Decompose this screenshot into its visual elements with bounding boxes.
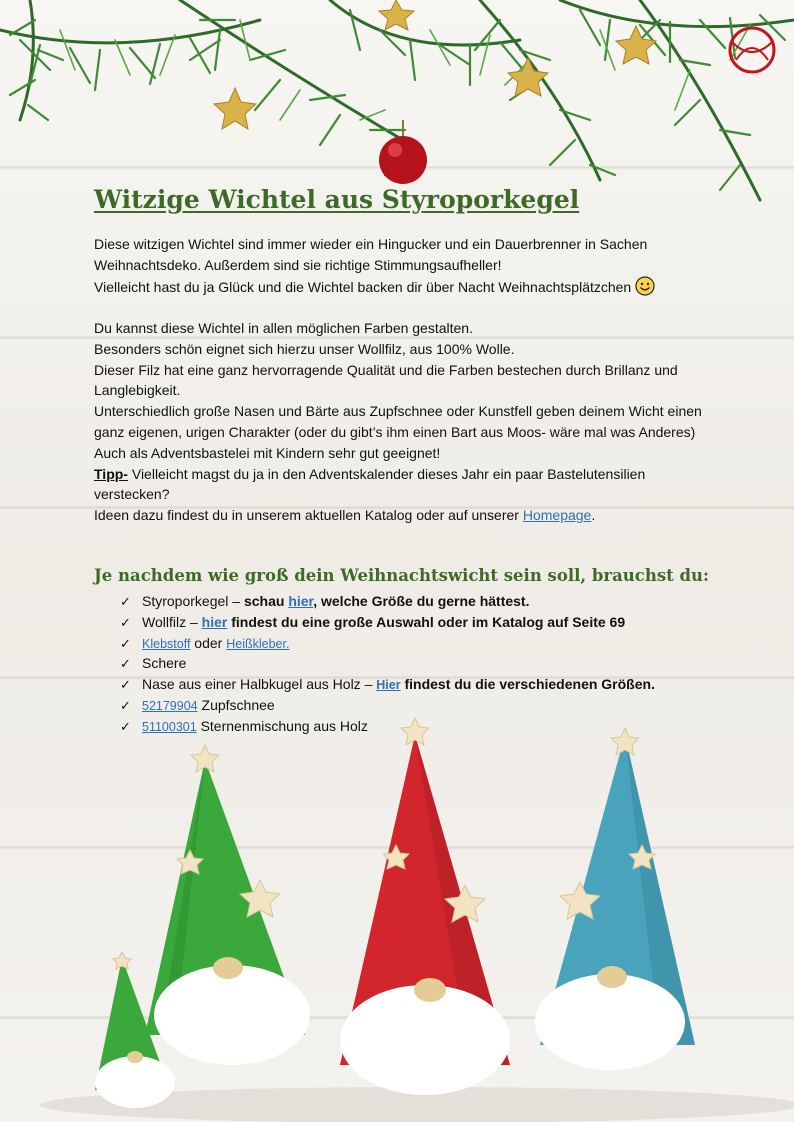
materials-list [120,591,655,737]
list-item: ✓ Nase aus einer Halbkugel aus Holz – Hier findest du die verschiedenen Größen. [120,674,655,695]
gold-star-icon [379,0,414,30]
page-title: Witzige Wichtel aus Styroporkegel [94,185,580,214]
description-section [94,318,714,526]
tip-paragraph [94,464,714,506]
list-item: ✓ Wollfilz – hier findest du eine große Auswahl oder im Katalog auf Seite 69 [120,612,655,633]
checkmark-icon: ✓ [120,677,131,693]
checkmark-icon: ✓ [120,697,131,713]
checkmark-icon: ✓ [120,594,131,609]
list-item: ✓ Schere [120,653,655,674]
smiley-icon [635,276,655,296]
gold-star-icon [214,88,256,129]
desc-paragraph: Unterschiedlich große Nasen und Bärte aus Zupfschnee oder Kunstfell geben deinem Wicht einen ganz eigenen, urigen Charakter (oder du gibt’s ihm einen Bart aus Moos- wäre mal was Anderes) [94,403,702,440]
sternenmischung-link[interactable]: 51100301 [142,719,197,734]
checkmark-icon: ✓ [120,656,131,672]
list-item: ✓ 52179904 Zupfschnee [120,695,655,716]
list-item: ✓ 51100301 Sternenmischung aus Holz [120,716,655,737]
checkmark-icon: ✓ [120,635,131,651]
intro-text-2: Vielleicht hast du ja Glück und die Wichtel backen dir über Nacht Weihnachtsplätzchen [94,276,714,298]
materials-heading: Je nachdem wie groß dein Weihnachtswicht sein soll, brauchst du: [94,566,710,585]
wollfilz-link[interactable]: hier [201,613,228,630]
zupfschnee-link[interactable]: 52179904 [142,698,198,713]
desc-paragraph: Du kannst diese Wichtel in allen möglichen Farben gestalten. [94,320,473,336]
desc-paragraph: Ideen dazu findest du in unserem aktuellen Katalog oder auf unserer Homepage. [94,507,596,524]
klebstoff-link[interactable]: Klebstoff [142,636,191,651]
heisskleber-link[interactable]: Heißkleber. [226,636,290,651]
tip-label: Tipp- [94,465,128,482]
gnomes-image [40,718,794,1122]
desc-paragraph: Besonders schön eignet sich hierzu unser Wollfilz, aus 100% Wolle. [94,340,515,357]
tip-text: Vielleicht magst du ja in den Adventskalender dieses Jahr ein paar Bastelutensilien verstecken? [94,465,646,503]
desc-paragraph: Dieser Filz hat eine ganz hervorragende Qualität und die Farben bestechen durch Brillanz und Langlebigkeit. [94,361,678,399]
desc-paragraph: Auch als Adventsbastelei mit Kindern sehr gut geeignet! [94,444,441,461]
gold-star-icon [616,26,656,64]
gold-star-icon [508,58,548,96]
list-item: ✓ Styroporkegel – schau hier, welche Größe du gerne hättest. [120,591,655,612]
holznase-link[interactable]: Hier [376,678,401,693]
list-item: ✓ Klebstoff oder Heißkleber. [120,633,655,654]
styroporkegel-link[interactable]: hier [288,593,314,609]
homepage-link[interactable]: Homepage [522,507,592,524]
checkmark-icon: ✓ [120,614,131,630]
intro-text: Diese witzigen Wichtel sind immer wieder ein Hingucker und ein Dauerbrenner in Sachen Weihnachtsdeko. Außerdem sind sie richtige Stimmungsaufheller! [94,236,648,273]
intro-section [94,234,714,297]
checkmark-icon: ✓ [120,718,131,734]
